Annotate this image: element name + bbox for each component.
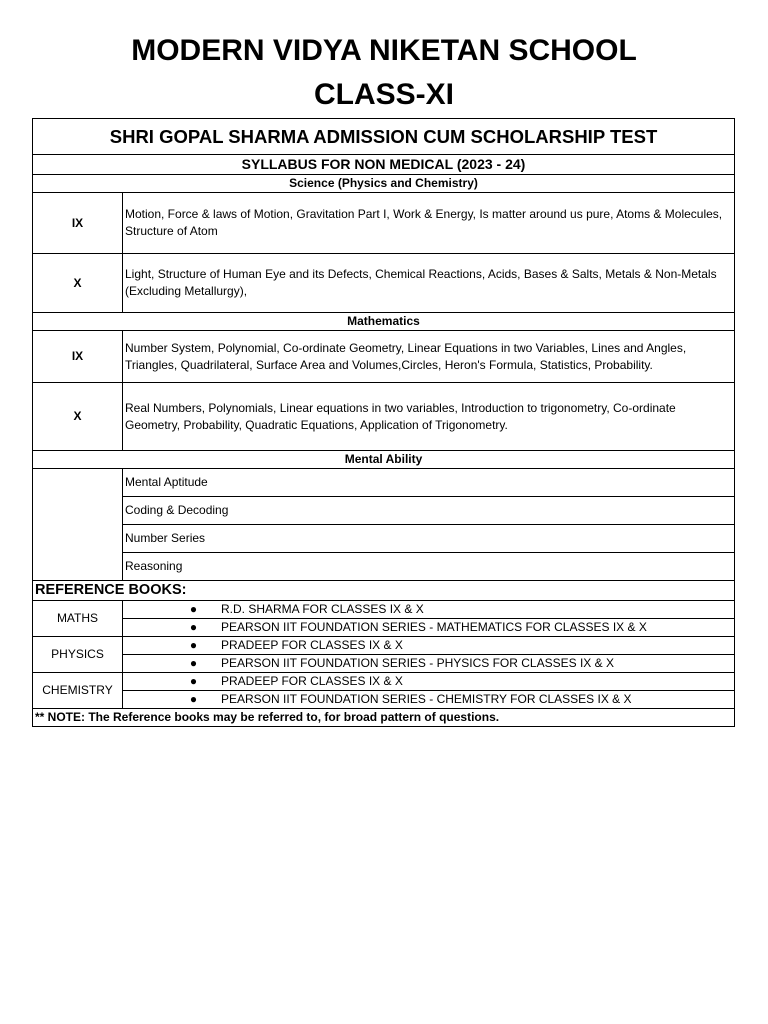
- book-row: [33, 637, 735, 655]
- book-title: PEARSON IIT FOUNDATION SERIES - PHYSICS FOR CLASSES IX & X: [221, 656, 614, 670]
- bullet-icon: ●: [189, 656, 198, 670]
- book-title: PRADEEP FOR CLASSES IX & X: [221, 638, 403, 652]
- syllabus-text: Motion, Force & laws of Motion, Gravitation Part I, Work & Energy, Is matter around us pure, Atoms & Molecules, Structure of Atom: [123, 193, 735, 254]
- book-title: PEARSON IIT FOUNDATION SERIES - MATHEMATICS FOR CLASSES IX & X: [221, 620, 647, 634]
- syllabus-text: Light, Structure of Human Eye and its Defects, Chemical Reactions, Acids, Bases & Salts, Metals & Non-Metals (Excluding Metallurgy),: [123, 254, 735, 313]
- empty-cell: [33, 469, 123, 581]
- book-row: [33, 601, 735, 619]
- book-title: R.D. SHARMA FOR CLASSES IX & X: [221, 602, 424, 616]
- table-row: [33, 525, 735, 553]
- table-row: [33, 254, 735, 313]
- bullet-icon: ●: [189, 602, 198, 616]
- test-title: SHRI GOPAL SHARMA ADMISSION CUM SCHOLARSHIP TEST: [33, 119, 735, 155]
- bullet-icon: ●: [189, 638, 198, 652]
- mental-item: Coding & Decoding: [123, 497, 735, 525]
- book-row: [33, 691, 735, 709]
- reference-heading: REFERENCE BOOKS:: [33, 581, 735, 601]
- table-row: [33, 193, 735, 254]
- class-title: CLASS-XI: [313, 78, 454, 111]
- school-name: MODERN VIDYA NIKETAN SCHOOL: [131, 34, 637, 67]
- table-row: [33, 469, 735, 497]
- mental-item: Number Series: [123, 525, 735, 553]
- syllabus-text: Number System, Polynomial, Co-ordinate Geometry, Linear Equations in two Variables, Lines and Angles, Triangles, Quadrilateral, Surface Area and Volumes,Circles, Heron's Formula, Statistics, Probability.: [123, 331, 735, 383]
- table-row: [33, 497, 735, 525]
- book-row: [33, 619, 735, 637]
- table-row: [33, 331, 735, 383]
- subject-label: PHYSICS: [33, 637, 123, 673]
- book-row: [33, 655, 735, 673]
- bullet-icon: ●: [189, 620, 198, 634]
- bullet-icon: ●: [189, 674, 198, 688]
- syllabus-text: Real Numbers, Polynomials, Linear equations in two variables, Introduction to trigonometry, Co-ordinate Geometry, Probability, Quadratic Equations, Application of Trigonometry.: [123, 383, 735, 451]
- reference-note: ** NOTE: The Reference books may be referred to, for broad pattern of questions.: [33, 709, 735, 727]
- book-title: PRADEEP FOR CLASSES IX & X: [221, 674, 403, 688]
- book-row: [33, 673, 735, 691]
- table-row: [33, 553, 735, 581]
- mental-item: Mental Aptitude: [123, 469, 735, 497]
- class-label: X: [33, 254, 123, 313]
- table-row: [33, 383, 735, 451]
- mental-heading: Mental Ability: [33, 451, 735, 469]
- syllabus-subtitle: SYLLABUS FOR NON MEDICAL (2023 - 24): [33, 155, 735, 175]
- subject-label: CHEMISTRY: [33, 673, 123, 709]
- science-heading: Science (Physics and Chemistry): [33, 175, 735, 193]
- class-label: X: [33, 383, 123, 451]
- bullet-icon: ●: [189, 692, 198, 706]
- syllabus-table: [32, 118, 735, 727]
- class-label: IX: [33, 331, 123, 383]
- mental-item: Reasoning: [123, 553, 735, 581]
- maths-heading: Mathematics: [33, 313, 735, 331]
- subject-label: MATHS: [33, 601, 123, 637]
- book-title: PEARSON IIT FOUNDATION SERIES - CHEMISTRY FOR CLASSES IX & X: [221, 692, 632, 706]
- class-label: IX: [33, 193, 123, 254]
